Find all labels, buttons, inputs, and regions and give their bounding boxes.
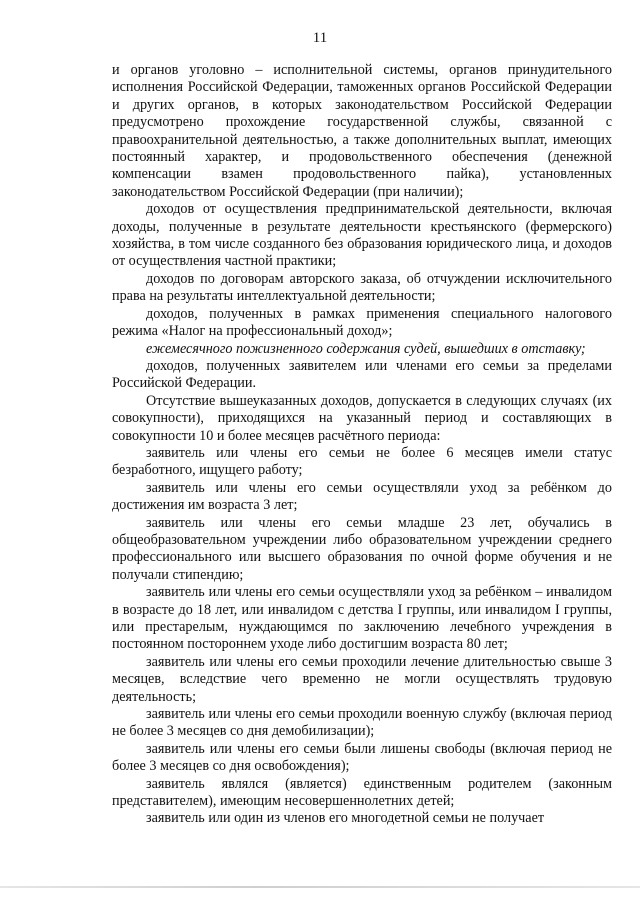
page-number: 11 [312,30,328,46]
paragraph: доходов, полученных заявителем или членами его семьи за пределами Российской Федерации. [112,357,612,392]
paragraph: заявитель или один из членов его многодетной семьи не получает [146,810,545,827]
paragraph: доходов, полученных в рамках применения специального налогового режима «Налог на профессиональный доход»; [112,305,612,340]
paragraph: Отсутствие вышеуказанных доходов, допускается в следующих случаях (их совокупности), приходящихся на указанный период и составляющих в совокупности 10 и более месяцев расчётного периода: [112,392,612,444]
paragraph: заявитель или члены его семьи проходили военную службу (включая период не более 3 месяцев со дня демобилизации); [112,706,612,740]
paragraph: заявитель являлся (является) единственным родителем (законным представителем), имеющим несовершеннолетних детей; [112,775,612,810]
paragraph: и органов уголовно – исполнительной системы, органов принудительного исполнения Российской Федерации, таможенных органов Российской Федерации и других органов, в которых законодательством Российской Федерации предусмотрено прохождение государственной службы, связанной с правоохранительной деятельностью, а также дополнительных выплат, имеющих постоянный характер, и продовольственного обеспечения (денежной компенсации взамен продовольственного пайка), установленных законодательством Российской Федерации (при наличии); [112,62,612,200]
paragraph: заявитель или члены его семьи проходили лечение длительностью свыше 3 месяцев, вследствие чего временно не могли осуществлять трудовую деятельность; [112,653,612,705]
paragraph: заявитель или члены его семьи осуществляли уход за ребёнком до достижения им возраста 3 лет; [112,479,612,514]
paragraph: заявитель или члены его семьи младше 23 лет, обучались в общеобразовательном учреждении либо образовательном учреждении среднего профессионального или высшего образования по очной форме обучения и не получали стипендию; [112,514,612,583]
document-body [112,62,612,828]
paragraph: ежемесячного пожизненного содержания судей, вышедших в отставку; [146,340,586,357]
paragraph: заявитель или члены его семьи осуществляли уход за ребёнком – инвалидом в возрасте до 18 лет, или инвалидом с детства I группы, или инвалидом I группы, или престарелым, нуждающимся по заключению лечебного учреждения в постоянном постороннем уходе либо достигшим возраста 80 лет; [112,584,612,653]
paragraph: заявитель или члены его семьи не более 6 месяцев имели статус безработного, ищущего работу; [112,444,612,479]
paragraph: доходов по договорам авторского заказа, об отчуждении исключительного права на результаты интеллектуальной деятельности; [112,270,612,305]
paragraph: доходов от осуществления предпринимательской деятельности, включая доходы, полученные в результате деятельности крестьянского (фермерского) хозяйства, в том числе созданного без образования юридического лица, и доходов от осуществления частной практики; [112,201,612,270]
paragraph: заявитель или члены его семьи были лишены свободы (включая период не более 3 месяцев со дня освобождения); [112,740,612,775]
page-bottom-edge [0,886,640,888]
